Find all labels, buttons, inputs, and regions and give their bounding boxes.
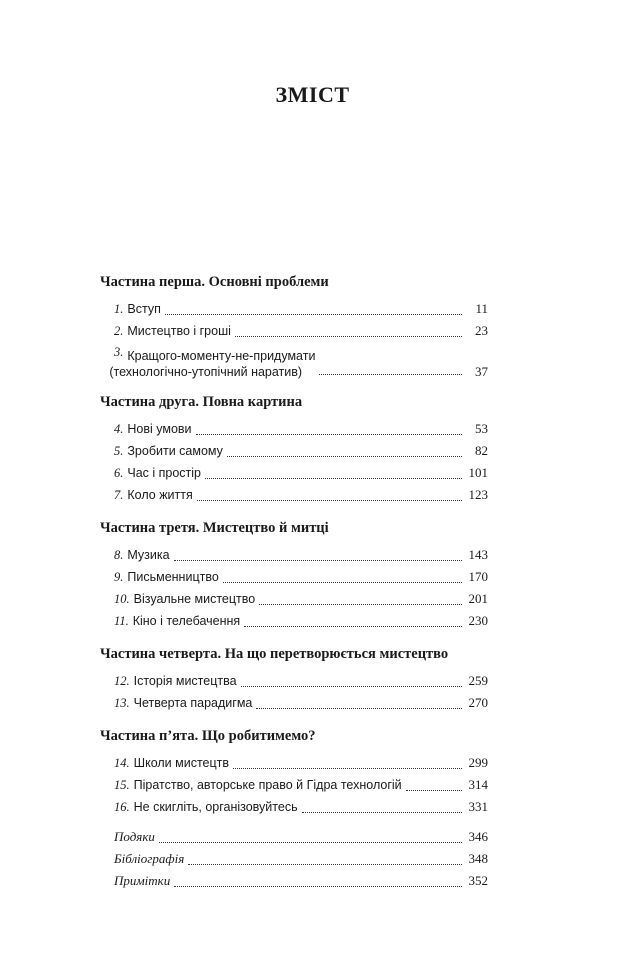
dot-leader — [174, 885, 462, 887]
chapter-number: 6. — [114, 466, 124, 480]
part-heading: Частина третя. Мистецтво й митці — [100, 520, 329, 536]
toc-entry — [100, 796, 488, 818]
toc-entry — [100, 342, 488, 380]
page-title: ЗМІСТ — [275, 82, 350, 107]
chapter-number: 14. — [114, 756, 130, 770]
chapter-title: Не скигліть, організовуйтесь — [133, 800, 298, 814]
chapter-title: Мистецтво і гроші — [127, 324, 231, 338]
dot-leader — [302, 811, 462, 813]
chapter-number: 8. — [114, 548, 124, 562]
dot-leader — [174, 559, 462, 561]
toc-entry — [100, 544, 488, 566]
page-number: 230 — [468, 613, 488, 628]
part-heading: Частина перша. Основні проблеми — [100, 274, 329, 290]
chapter-title-wrap — [109, 348, 316, 380]
toc-entry — [100, 826, 488, 848]
page-number: 82 — [475, 443, 488, 458]
dot-leader — [165, 313, 462, 315]
toc-entry — [100, 870, 488, 892]
part-entries — [100, 298, 488, 380]
table-of-contents — [100, 270, 488, 892]
page-number: 352 — [468, 873, 488, 888]
page-number: 37 — [475, 364, 488, 379]
page-number: 170 — [468, 569, 488, 584]
chapter-number: 11. — [114, 614, 129, 628]
toc-entry — [100, 774, 488, 796]
chapter-title: Четверта парадигма — [133, 696, 253, 710]
chapter-number: 3. — [114, 345, 124, 359]
chapter-title: Школи мистецтв — [133, 756, 230, 770]
page-number: 101 — [468, 465, 488, 480]
chapter-number: 4. — [114, 422, 124, 436]
backmatter — [100, 826, 488, 892]
page-number: 314 — [468, 777, 488, 792]
toc-entry — [100, 298, 488, 320]
chapter-title: Письменництво — [127, 570, 219, 584]
toc-entry — [100, 566, 488, 588]
chapter-title: Вступ — [127, 302, 161, 316]
page-number: 270 — [468, 695, 488, 710]
page-number: 201 — [468, 591, 488, 606]
toc-entry — [100, 588, 488, 610]
dot-leader — [188, 863, 462, 865]
toc-entry — [100, 752, 488, 774]
page-number: 23 — [475, 323, 488, 338]
page-number: 331 — [468, 799, 488, 814]
backmatter-title: Примітки — [114, 873, 171, 888]
toc-entry — [100, 848, 488, 870]
toc-entry — [100, 692, 488, 714]
dot-leader — [235, 335, 462, 337]
dot-leader — [319, 373, 462, 375]
toc-entry — [100, 440, 488, 462]
dot-leader — [233, 767, 462, 769]
page-number: 53 — [475, 421, 488, 436]
page-number: 259 — [468, 673, 488, 688]
toc-entry — [100, 320, 488, 342]
chapter-title: Коло життя — [127, 488, 193, 502]
page-number: 123 — [468, 487, 488, 502]
part-entries — [100, 752, 488, 818]
chapter-title: Зробити самому — [127, 444, 223, 458]
chapter-title: Час і простір — [127, 466, 202, 480]
part-heading: Частина друга. Повна картина — [100, 394, 303, 410]
dot-leader — [256, 707, 462, 709]
chapter-title: Візуальне мистецтво — [133, 592, 256, 606]
toc-entry — [100, 670, 488, 692]
chapter-number: 13. — [114, 696, 130, 710]
part-heading: Частина п’ята. Що робитимемо? — [100, 728, 316, 744]
toc-entry — [100, 418, 488, 440]
dot-leader — [406, 789, 462, 791]
chapter-number: 7. — [114, 488, 124, 502]
chapter-number: 5. — [114, 444, 124, 458]
chapter-number: 12. — [114, 674, 130, 688]
dot-leader — [197, 499, 462, 501]
dot-leader — [205, 477, 462, 479]
dot-leader — [223, 581, 462, 583]
chapter-title: Піратство, авторське право й Гідра технологій — [133, 778, 402, 792]
dot-leader — [244, 625, 462, 627]
part-heading: Частина четверта. На що перетворюється мистецтво — [100, 646, 449, 662]
toc-entry — [100, 462, 488, 484]
part-entries — [100, 544, 488, 632]
part-entries — [100, 670, 488, 714]
dot-leader — [159, 841, 462, 843]
dot-leader — [241, 685, 462, 687]
chapter-number: 9. — [114, 570, 124, 584]
page-number: 11 — [475, 301, 488, 316]
dot-leader — [227, 455, 462, 457]
toc-entry — [100, 484, 488, 506]
chapter-number: 16. — [114, 800, 130, 814]
chapter-title: Історія мистецтва — [133, 674, 237, 688]
dot-leader — [196, 433, 462, 435]
chapter-number: 1. — [114, 302, 124, 316]
dot-leader — [259, 603, 462, 605]
chapter-number: 15. — [114, 778, 130, 792]
backmatter-title: Подяки — [114, 829, 155, 844]
page-number: 348 — [468, 851, 488, 866]
chapter-title: Нові умови — [127, 422, 192, 436]
backmatter-title: Бібліографія — [114, 851, 185, 866]
toc-entry — [100, 610, 488, 632]
chapter-title: Кращого-моменту-не-придумати — [127, 349, 316, 363]
page-number: 299 — [468, 755, 488, 770]
chapter-title: Музика — [127, 548, 170, 562]
chapter-title-line2: (технологічно-утопічний наратив) — [109, 365, 303, 379]
part-entries — [100, 418, 488, 506]
chapter-number: 10. — [114, 592, 130, 606]
page-number: 346 — [468, 829, 488, 844]
page-number: 143 — [468, 547, 488, 562]
chapter-title: Кіно і телебачення — [132, 614, 241, 628]
chapter-number: 2. — [114, 324, 124, 338]
